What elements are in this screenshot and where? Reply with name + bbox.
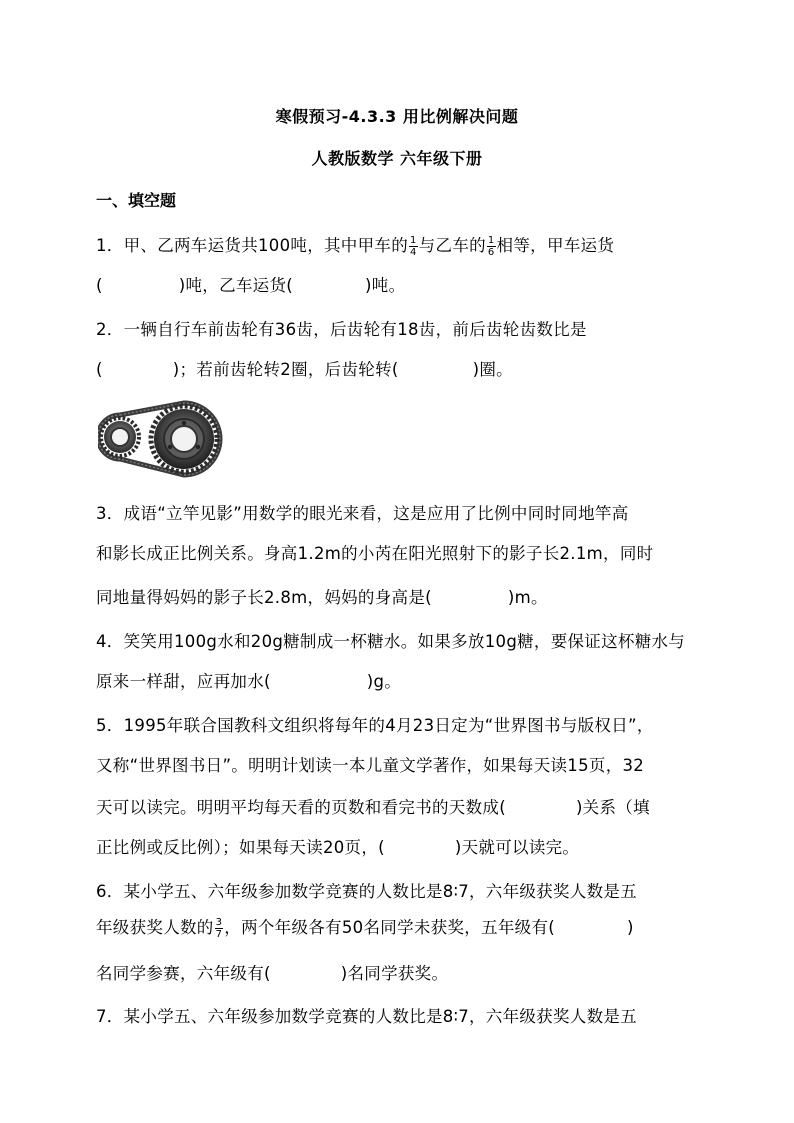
question-3-line-2: 和影长成正比例关系。身高1.2m的小芮在阳光照射下的影子长2.1m，同时 <box>96 544 654 563</box>
question-6-line-3: 名同学参赛，六年级有( )名同学获奖。 <box>96 964 449 983</box>
fraction-three-sevenths: $\frac{3}{7}$ <box>215 917 223 940</box>
question-5-line-4: 正比例或反比例）；如果每天读20页，( )天就可以读完。 <box>96 838 580 857</box>
question-5-line-2: 又称“世界图书日”。明明计划读一本儿童文学著作，如果每天读15页，32 <box>96 756 645 775</box>
question-1-line-1: 1．甲、乙两车运货共100吨，其中甲车的 $\frac{1}{4}$ 与乙车的 $\frac{1}{6}$ 相等，甲车运货 <box>96 235 615 258</box>
question-2-line-2: ( )；若前齿轮转2圈，后齿轮转( )圈。 <box>96 360 513 379</box>
question-7-line-1: 7．某小学五、六年级参加数学竞赛的人数比是8∶7，六年级获奖人数是五 <box>96 1007 637 1026</box>
question-3-line-1: 3．成语“立竿见影”用数学的眼光来看，这是应用了比例中同时同地竿高 <box>96 504 629 523</box>
question-3-line-3: 同地量得妈妈的影子长2.8m，妈妈的身高是( )m。 <box>96 588 548 607</box>
section-heading: 一、填空题 <box>96 191 177 210</box>
question-5-line-1: 5．1995年联合国教科文组织将每年的4月23日定为“世界图书与版权日”， <box>96 716 654 735</box>
question-6-line-1: 6．某小学五、六年级参加数学竞赛的人数比是8∶7，六年级获奖人数是五 <box>96 882 637 901</box>
question-2-line-1: 2．一辆自行车前齿轮有36齿，后齿轮有18齿，前后齿轮齿数比是 <box>96 320 587 339</box>
page-subtitle: 人教版数学 六年级下册 <box>311 149 483 168</box>
question-4-line-2: 原来一样甜，应再加水( )g。 <box>96 672 402 691</box>
question-5-line-3: 天可以读完。明明平均每天看的页数和看完书的天数成( )关系（填 <box>96 798 650 817</box>
bicycle-gear-chain-image <box>98 398 226 480</box>
page-title: 寒假预习-4.3.3 用比例解决问题 <box>275 107 519 126</box>
question-6-line-2: 年级获奖人数的 $\frac{3}{7}$ ，两个年级各有50名同学未获奖，五年级有( ) <box>96 917 634 940</box>
fraction-one-sixth: $\frac{1}{6}$ <box>487 235 495 258</box>
fraction-one-quarter: $\frac{1}{4}$ <box>410 235 417 258</box>
question-1-line-2: ( )吨，乙车运货( )吨。 <box>96 276 406 295</box>
question-4-line-1: 4．笑笑用100g水和20g糖制成一杯糖水。如果多放10g糖，要保证这杯糖水与 <box>96 632 686 651</box>
